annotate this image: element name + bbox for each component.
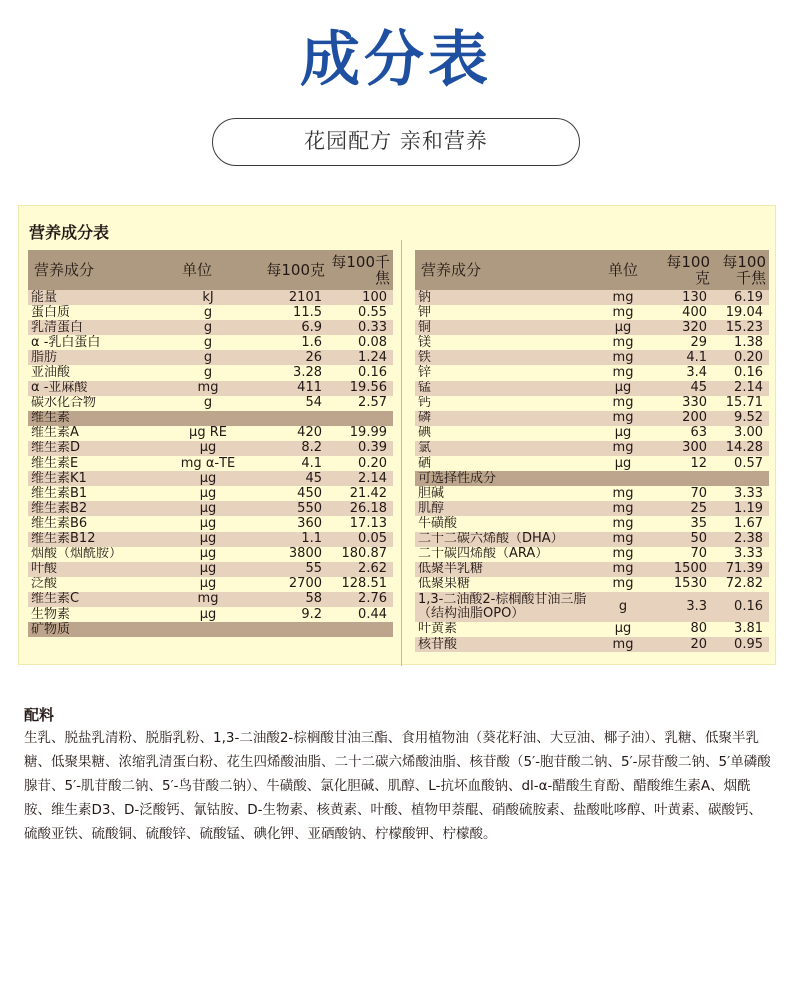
- value-per-100kj: 3.33: [713, 547, 769, 562]
- nutrient-name: 叶黄素: [415, 622, 593, 637]
- value-per-100g: 58: [248, 592, 328, 607]
- table-row: [28, 381, 393, 396]
- value-per-100g: 2101: [248, 290, 328, 305]
- value-per-100g: [653, 471, 713, 486]
- header-per-100kj: 每100千焦: [713, 250, 769, 290]
- table-row: [28, 426, 393, 441]
- table-row: [415, 577, 769, 592]
- nutrient-name: 可选择性成分: [415, 471, 593, 486]
- table-row: [415, 562, 769, 577]
- value-per-100g: 70: [653, 547, 713, 562]
- nutrient-name: 碳水化合物: [28, 396, 168, 411]
- value-per-100g: 300: [653, 441, 713, 456]
- unit: mg: [593, 350, 653, 365]
- nutrient-name: 牛磺酸: [415, 516, 593, 531]
- value-per-100kj: 2.62: [328, 562, 393, 577]
- unit: μg: [168, 441, 248, 456]
- table-row: [28, 471, 393, 486]
- value-per-100kj: 15.23: [713, 320, 769, 335]
- unit: mg: [593, 501, 653, 516]
- nutrient-name: 胆碱: [415, 486, 593, 501]
- panel-title: 营养成分表: [29, 223, 110, 242]
- header-nutrient: 营养成分: [415, 250, 593, 290]
- unit: mg: [168, 592, 248, 607]
- table-row: [415, 637, 769, 652]
- table-row: [415, 365, 769, 380]
- value-per-100g: 35: [653, 516, 713, 531]
- table-row: [415, 396, 769, 411]
- value-per-100kj: 15.71: [713, 396, 769, 411]
- value-per-100kj: 21.42: [328, 486, 393, 501]
- value-per-100g: 25: [653, 501, 713, 516]
- value-per-100g: 80: [653, 622, 713, 637]
- nutrient-name: 维生素: [28, 411, 168, 426]
- page-title: 成分表: [300, 25, 492, 95]
- nutrient-name: 低聚半乳糖: [415, 562, 593, 577]
- unit: g: [168, 320, 248, 335]
- value-per-100kj: 3.00: [713, 426, 769, 441]
- nutrient-name: 1,3-二油酸2-棕榈酸甘油三脂（结构油脂OPO）: [415, 592, 593, 622]
- value-per-100kj: [328, 622, 393, 637]
- value-per-100kj: 2.14: [328, 471, 393, 486]
- table-section-row: [28, 622, 393, 637]
- unit: mg: [593, 516, 653, 531]
- value-per-100g: 4.1: [248, 456, 328, 471]
- table-row: [415, 381, 769, 396]
- table-row: [415, 335, 769, 350]
- table-row: [415, 547, 769, 562]
- unit: mg: [593, 335, 653, 350]
- unit: g: [168, 335, 248, 350]
- nutrient-name: α -亚麻酸: [28, 381, 168, 396]
- unit: μg: [168, 577, 248, 592]
- unit: μg: [593, 426, 653, 441]
- nutrient-name: 钙: [415, 396, 593, 411]
- table-row: [28, 335, 393, 350]
- header-per-100g: 每100克: [653, 250, 713, 290]
- value-per-100g: 29: [653, 335, 713, 350]
- value-per-100kj: 0.55: [328, 305, 393, 320]
- value-per-100kj: 17.13: [328, 516, 393, 531]
- unit: mg: [593, 577, 653, 592]
- unit: μg: [168, 486, 248, 501]
- value-per-100g: 1.6: [248, 335, 328, 350]
- nutrient-name: 维生素B6: [28, 516, 168, 531]
- value-per-100kj: 0.16: [713, 592, 769, 622]
- unit: mg: [593, 396, 653, 411]
- nutrient-name: 锰: [415, 381, 593, 396]
- table-row: [28, 547, 393, 562]
- header-nutrient: 营养成分: [28, 250, 168, 290]
- value-per-100g: 8.2: [248, 441, 328, 456]
- value-per-100g: 3.3: [653, 592, 713, 622]
- table-row: [415, 411, 769, 426]
- value-per-100kj: 0.20: [713, 350, 769, 365]
- value-per-100kj: 1.67: [713, 516, 769, 531]
- table-row: [28, 607, 393, 622]
- table-row: [415, 622, 769, 637]
- nutrient-name: 维生素K1: [28, 471, 168, 486]
- value-per-100kj: 0.95: [713, 637, 769, 652]
- value-per-100kj: 0.57: [713, 456, 769, 471]
- value-per-100kj: 2.14: [713, 381, 769, 396]
- value-per-100g: 130: [653, 290, 713, 305]
- nutrient-name: 磷: [415, 411, 593, 426]
- nutrient-name: 维生素B12: [28, 532, 168, 547]
- nutrient-name: 钾: [415, 305, 593, 320]
- nutrient-name: 矿物质: [28, 622, 168, 637]
- unit: g: [168, 305, 248, 320]
- value-per-100kj: 19.04: [713, 305, 769, 320]
- value-per-100g: 4.1: [653, 350, 713, 365]
- value-per-100kj: 3.33: [713, 486, 769, 501]
- unit: mg: [593, 290, 653, 305]
- value-per-100kj: 14.28: [713, 441, 769, 456]
- nutrient-name: 氯: [415, 441, 593, 456]
- table-row: [415, 320, 769, 335]
- unit: mg: [593, 411, 653, 426]
- unit: mg: [593, 562, 653, 577]
- table-row: [28, 305, 393, 320]
- header-per-100g: 每100克: [248, 250, 328, 290]
- value-per-100kj: 9.52: [713, 411, 769, 426]
- value-per-100kj: 26.18: [328, 501, 393, 516]
- nutrient-name: 能量: [28, 290, 168, 305]
- value-per-100kj: 71.39: [713, 562, 769, 577]
- value-per-100kj: 72.82: [713, 577, 769, 592]
- nutrient-name: 核苷酸: [415, 637, 593, 652]
- unit: μg: [168, 501, 248, 516]
- value-per-100kj: 100: [328, 290, 393, 305]
- value-per-100kj: 0.16: [328, 365, 393, 380]
- value-per-100kj: 2.76: [328, 592, 393, 607]
- unit: [168, 622, 248, 637]
- unit: mg: [593, 547, 653, 562]
- value-per-100g: 6.9: [248, 320, 328, 335]
- value-per-100g: 360: [248, 516, 328, 531]
- unit: mg: [593, 305, 653, 320]
- nutrient-name: 碘: [415, 426, 593, 441]
- unit: μg: [168, 516, 248, 531]
- value-per-100kj: [713, 471, 769, 486]
- table-row: [28, 396, 393, 411]
- value-per-100g: 2700: [248, 577, 328, 592]
- table-row: [415, 456, 769, 471]
- nutrient-name: 亚油酸: [28, 365, 168, 380]
- unit: g: [168, 350, 248, 365]
- nutrient-name: 维生素C: [28, 592, 168, 607]
- nutrient-name: 蛋白质: [28, 305, 168, 320]
- table-row: [28, 320, 393, 335]
- table-row: [28, 441, 393, 456]
- unit: μg: [168, 532, 248, 547]
- table-row: [415, 290, 769, 305]
- nutrient-name: 叶酸: [28, 562, 168, 577]
- unit: mg: [593, 637, 653, 652]
- value-per-100g: 1530: [653, 577, 713, 592]
- table-row: [28, 562, 393, 577]
- value-per-100g: 420: [248, 426, 328, 441]
- nutrient-name: 生物素: [28, 607, 168, 622]
- table-row: [415, 486, 769, 501]
- value-per-100kj: 19.56: [328, 381, 393, 396]
- value-per-100kj: 3.81: [713, 622, 769, 637]
- value-per-100g: 63: [653, 426, 713, 441]
- value-per-100g: 55: [248, 562, 328, 577]
- nutrient-name: 二十二碳六烯酸（DHA）: [415, 532, 593, 547]
- nutrient-name: 乳清蛋白: [28, 320, 168, 335]
- table-row: [28, 456, 393, 471]
- unit: μg: [168, 547, 248, 562]
- header-unit: 单位: [593, 250, 653, 290]
- nutrient-name: 铜: [415, 320, 593, 335]
- unit: μg RE: [168, 426, 248, 441]
- nutrient-name: 铁: [415, 350, 593, 365]
- table-section-row: [28, 411, 393, 426]
- value-per-100kj: 6.19: [713, 290, 769, 305]
- value-per-100kj: 0.20: [328, 456, 393, 471]
- nutrient-name: 低聚果糖: [415, 577, 593, 592]
- value-per-100g: 1.1: [248, 532, 328, 547]
- unit: μg: [168, 562, 248, 577]
- value-per-100g: 20: [653, 637, 713, 652]
- unit: kJ: [168, 290, 248, 305]
- table-row: [28, 577, 393, 592]
- value-per-100g: 12: [653, 456, 713, 471]
- header-unit: 单位: [168, 250, 248, 290]
- value-per-100g: 200: [653, 411, 713, 426]
- value-per-100kj: 2.38: [713, 532, 769, 547]
- value-per-100g: 70: [653, 486, 713, 501]
- value-per-100kj: 0.44: [328, 607, 393, 622]
- value-per-100g: 3.28: [248, 365, 328, 380]
- unit: μg: [168, 607, 248, 622]
- value-per-100g: 411: [248, 381, 328, 396]
- nutrition-table-left: [28, 250, 393, 637]
- table-row: [415, 501, 769, 516]
- table-row: [28, 532, 393, 547]
- nutrient-name: 硒: [415, 456, 593, 471]
- table-row: [415, 592, 769, 622]
- nutrient-name: 锌: [415, 365, 593, 380]
- value-per-100g: 45: [653, 381, 713, 396]
- table-section-row: [415, 471, 769, 486]
- value-per-100g: 3.4: [653, 365, 713, 380]
- value-per-100kj: 0.05: [328, 532, 393, 547]
- nutrient-name: 烟酸（烟酰胺）: [28, 547, 168, 562]
- table-row: [415, 441, 769, 456]
- value-per-100kj: 1.24: [328, 350, 393, 365]
- unit: mg: [593, 365, 653, 380]
- unit: μg: [593, 381, 653, 396]
- table-row: [28, 486, 393, 501]
- table-row: [415, 532, 769, 547]
- value-per-100kj: 1.19: [713, 501, 769, 516]
- table-row: [415, 350, 769, 365]
- nutrient-name: 肌醇: [415, 501, 593, 516]
- unit: g: [168, 365, 248, 380]
- value-per-100kj: 0.08: [328, 335, 393, 350]
- nutrient-name: 钠: [415, 290, 593, 305]
- header-per-100kj: 每100千焦: [328, 250, 393, 290]
- unit: [168, 411, 248, 426]
- value-per-100g: 26: [248, 350, 328, 365]
- value-per-100g: 50: [653, 532, 713, 547]
- unit: mg: [168, 381, 248, 396]
- unit: g: [168, 396, 248, 411]
- value-per-100g: 400: [653, 305, 713, 320]
- value-per-100kj: 1.38: [713, 335, 769, 350]
- nutrient-name: α -乳白蛋白: [28, 335, 168, 350]
- value-per-100g: 320: [653, 320, 713, 335]
- nutrient-name: 脂肪: [28, 350, 168, 365]
- value-per-100g: 45: [248, 471, 328, 486]
- tagline-pill: 花园配方 亲和营养: [212, 118, 580, 166]
- value-per-100g: [248, 411, 328, 426]
- ingredients-text: 生乳、脱盐乳清粉、脱脂乳粉、1,3-二油酸2-棕榈酸甘油三酯、食用植物油（葵花籽油、大豆油、椰子油）、乳糖、低聚半乳糖、低聚果糖、浓缩乳清蛋白粉、花生四烯酸油脂、二十二碳六烯酸油脂、核苷酸（5′-胞苷酸二钠、5′-尿苷酸二钠、5′单磷酸腺苷、5′-肌苷酸二钠、5′-鸟苷酸二钠）、牛磺酸、氯化胆碱、肌醇、L-抗坏血酸钠、dl-α-醋酸生育酚、醋酸维生素A、烟酰胺、维生素D3、D-泛酸钙、氰钴胺、D-生物素、核黄素、叶酸、植物甲萘醌、硝酸硫胺素、盐酸吡哆醇、叶黄素、碳酸钙、硫酸亚铁、硫酸铜、硫酸锌、硫酸锰、碘化钾、亚硒酸钠、柠檬酸钾、柠檬酸。: [24, 730, 771, 842]
- table-row: [28, 350, 393, 365]
- nutrient-name: 泛酸: [28, 577, 168, 592]
- unit: μg: [168, 471, 248, 486]
- table-row: [415, 426, 769, 441]
- unit: μg: [593, 320, 653, 335]
- unit: mg: [593, 486, 653, 501]
- table-row: [28, 290, 393, 305]
- table-row: [415, 305, 769, 320]
- unit: mg: [593, 441, 653, 456]
- value-per-100kj: 0.16: [713, 365, 769, 380]
- table-row: [28, 501, 393, 516]
- value-per-100kj: 0.33: [328, 320, 393, 335]
- value-per-100g: 450: [248, 486, 328, 501]
- table-header-row: [28, 250, 393, 290]
- nutrient-name: 维生素A: [28, 426, 168, 441]
- nutrition-panel: [18, 205, 776, 665]
- table-row: [28, 516, 393, 531]
- table-header-row: [415, 250, 769, 290]
- nutrition-table-right: [415, 250, 769, 652]
- value-per-100g: 11.5: [248, 305, 328, 320]
- value-per-100g: 54: [248, 396, 328, 411]
- nutrient-name: 镁: [415, 335, 593, 350]
- value-per-100g: 1500: [653, 562, 713, 577]
- panel-divider: [401, 240, 402, 666]
- value-per-100g: 330: [653, 396, 713, 411]
- value-per-100kj: 180.87: [328, 547, 393, 562]
- value-per-100g: 9.2: [248, 607, 328, 622]
- unit: mg α-TE: [168, 456, 248, 471]
- unit: g: [593, 592, 653, 622]
- value-per-100kj: 0.39: [328, 441, 393, 456]
- value-per-100kj: 19.99: [328, 426, 393, 441]
- table-row: [28, 592, 393, 607]
- value-per-100g: [248, 622, 328, 637]
- nutrient-name: 维生素E: [28, 456, 168, 471]
- ingredients-heading: 配料: [24, 706, 55, 724]
- unit: [593, 471, 653, 486]
- unit: μg: [593, 622, 653, 637]
- value-per-100g: 3800: [248, 547, 328, 562]
- unit: μg: [593, 456, 653, 471]
- value-per-100g: 550: [248, 501, 328, 516]
- nutrient-name: 维生素B1: [28, 486, 168, 501]
- value-per-100kj: 128.51: [328, 577, 393, 592]
- unit: mg: [593, 532, 653, 547]
- value-per-100kj: 2.57: [328, 396, 393, 411]
- table-row: [415, 516, 769, 531]
- nutrient-name: 维生素B2: [28, 501, 168, 516]
- table-row: [28, 365, 393, 380]
- value-per-100kj: [328, 411, 393, 426]
- nutrient-name: 维生素D: [28, 441, 168, 456]
- nutrient-name: 二十碳四烯酸（ARA）: [415, 547, 593, 562]
